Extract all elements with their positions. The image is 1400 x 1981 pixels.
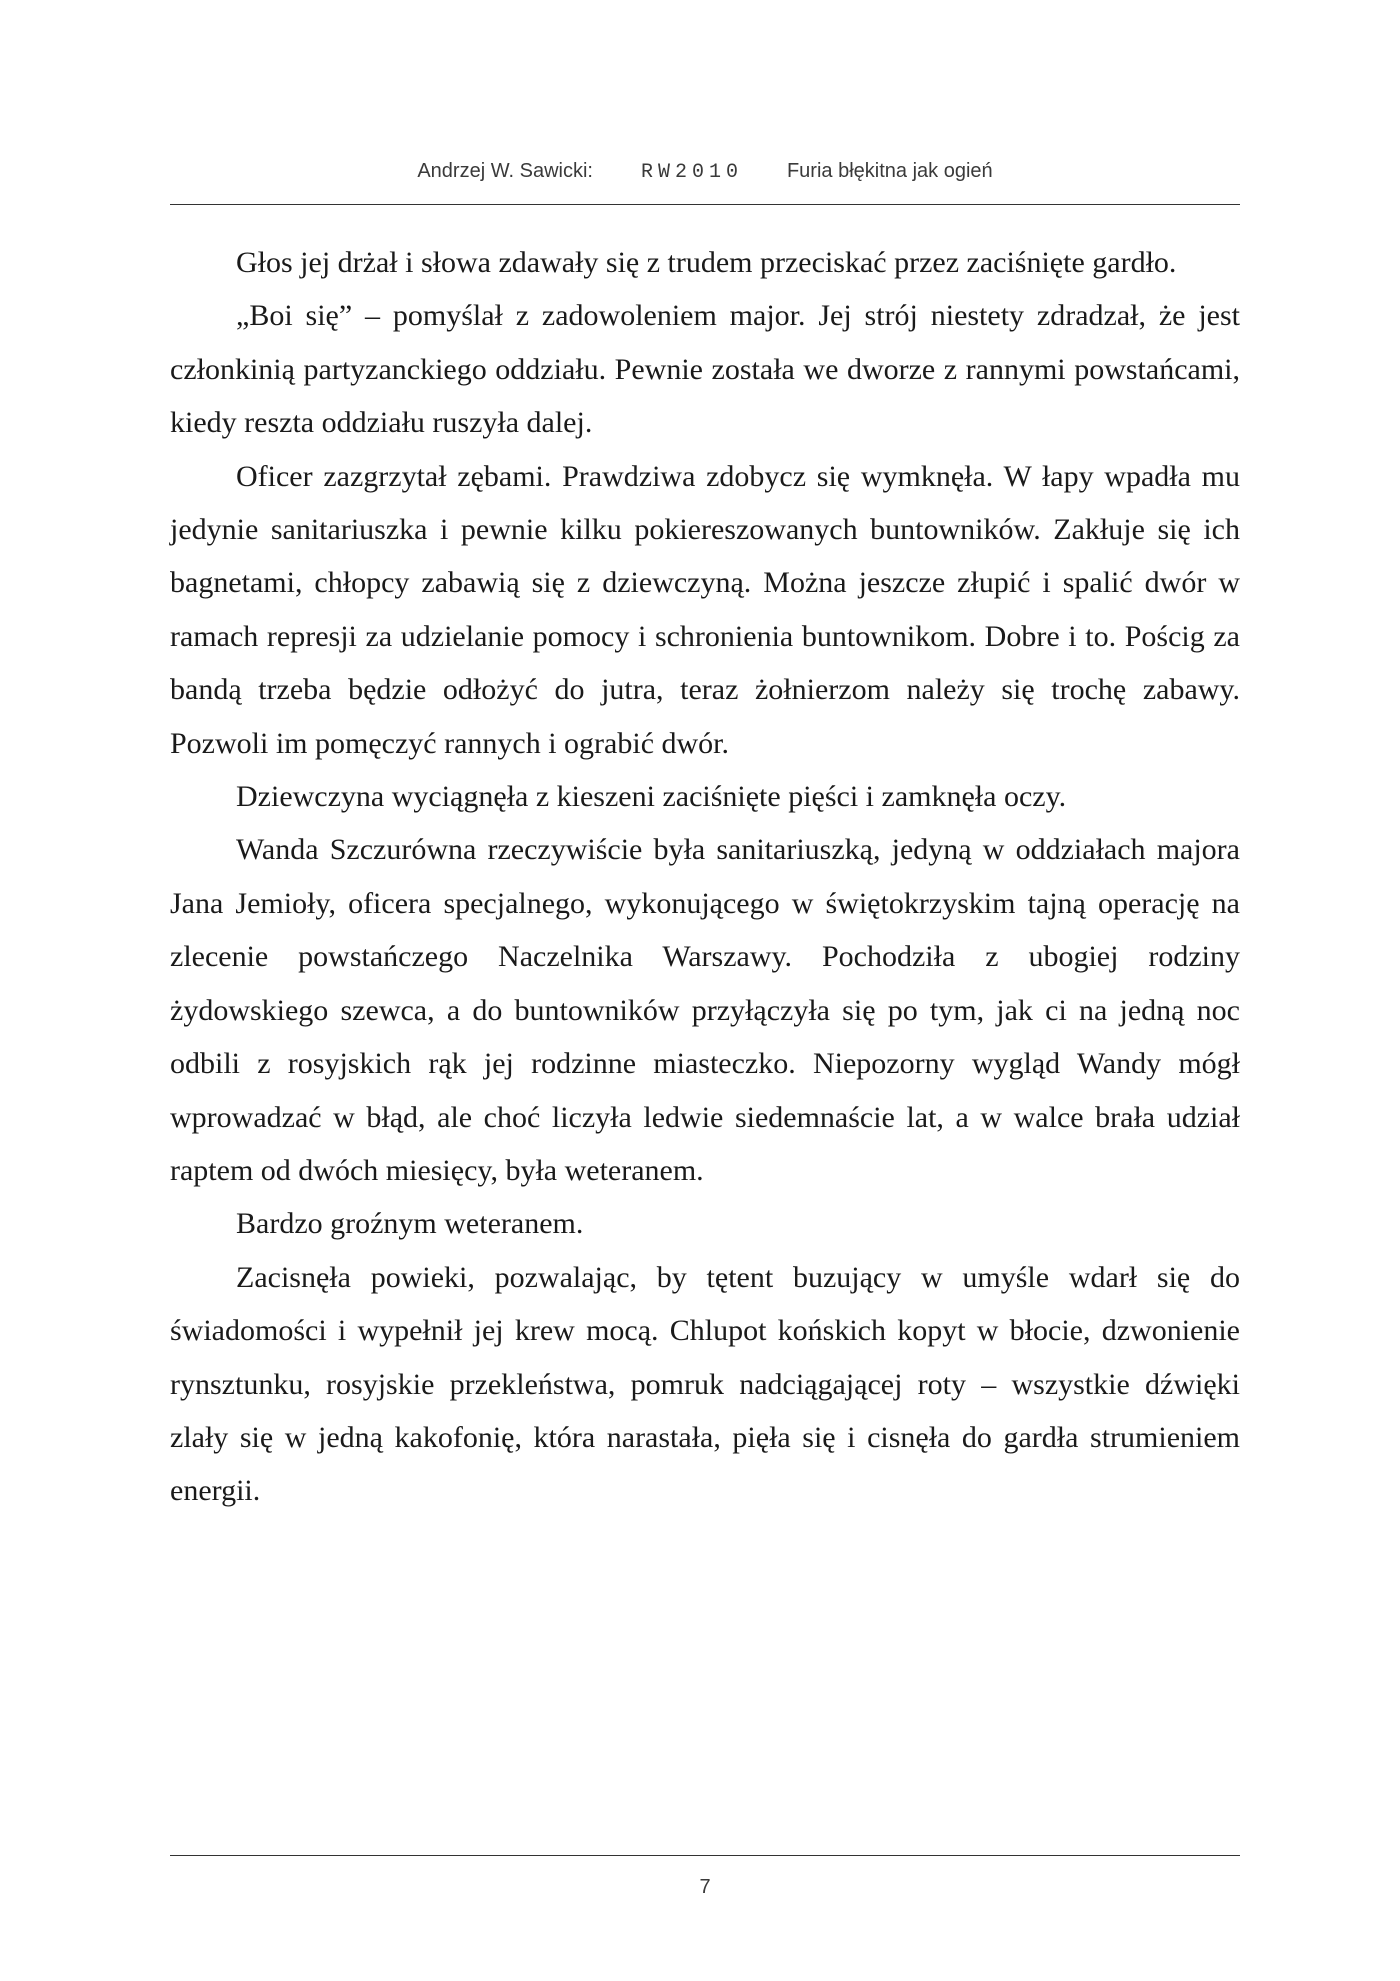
- header-series: RW2010: [640, 161, 743, 184]
- paragraph: Bardzo groźnym weteranem.: [236, 1207, 584, 1241]
- body-text: [170, 236, 1240, 1518]
- paragraph: Głos jej drżał i słowa zdawały się z trudem przeciskać przez zaciśnięte gardło.: [236, 246, 1177, 279]
- header-author: Andrzej W. Sawicki:: [417, 160, 593, 182]
- paragraph: Wanda Szczurówna rzeczywiście była sanitariuszką, jedyną w oddziałach majora Jana Jemioły, oficera specjalnego, wykonującego w świętokrzyskim tajną operację na zlecenie powstańczego Naczelnika Warszawy. Pochodziła z ubogiej rodziny żydowskiego szewca, a do buntowników przyłączyła się po tym, jak ci na jedną noc odbili z rosyjskich rąk jej rodzinne miasteczko. Niepozorny wygląd Wandy mógł wprowadzać w błąd, ale choć liczyła ledwie siedemnaście lat, a w walce brała udział raptem od dwóch miesięcy, była weteranem.: [170, 833, 1240, 1187]
- paragraph: „Boi się” – pomyślał z zadowoleniem major. Jej strój niestety zdradzał, że jest członkinią partyzanckiego oddziału. Pewnie została we dworze z rannymi powstańcami, kiedy reszta oddziału ruszyła dalej.: [170, 299, 1240, 440]
- paragraph: Dziewczyna wyciągnęła z kieszeni zaciśnięte pięści i zamknęła oczy.: [236, 780, 1067, 814]
- footer-divider: [170, 1855, 1240, 1856]
- page-header: [170, 160, 1240, 194]
- header-title: Furia błękitna jak ogień: [786, 160, 993, 182]
- page-number: 7: [699, 1876, 711, 1898]
- paragraph: Zacisnęła powieki, pozwalając, by tętent buzujący w umyśle wdarł się do świadomości i wypełnił jej krew mocą. Chlupot końskich kopyt w błocie, dzwonienie rynsztunku, rosyjskie przekleństwa, pomruk nadciągającej roty – wszystkie dźwięki zlały się w jedną kakofonię, która narastała, pięła się i cisnęła do gardła strumieniem energii.: [170, 1260, 1240, 1508]
- paragraph: Oficer zazgrzytał zębami. Prawdziwa zdobycz się wymknęła. W łapy wpadła mu jedynie sanitariuszka i pewnie kilku pokiereszowanych buntowników. Zakłuje się ich bagnetami, chłopcy zabawią się z dziewczyną. Można jeszcze złupić i spalić dwór w ramach represji za udzielanie pomocy i schronienia buntownikom. Dobre i to. Pościg za bandą trzeba będzie odłożyć do jutra, teraz żołnierzom należy się trochę zabawy. Pozwoli im pomęczyć rannych i ograbić dwór.: [170, 459, 1240, 760]
- header-divider: [170, 204, 1240, 205]
